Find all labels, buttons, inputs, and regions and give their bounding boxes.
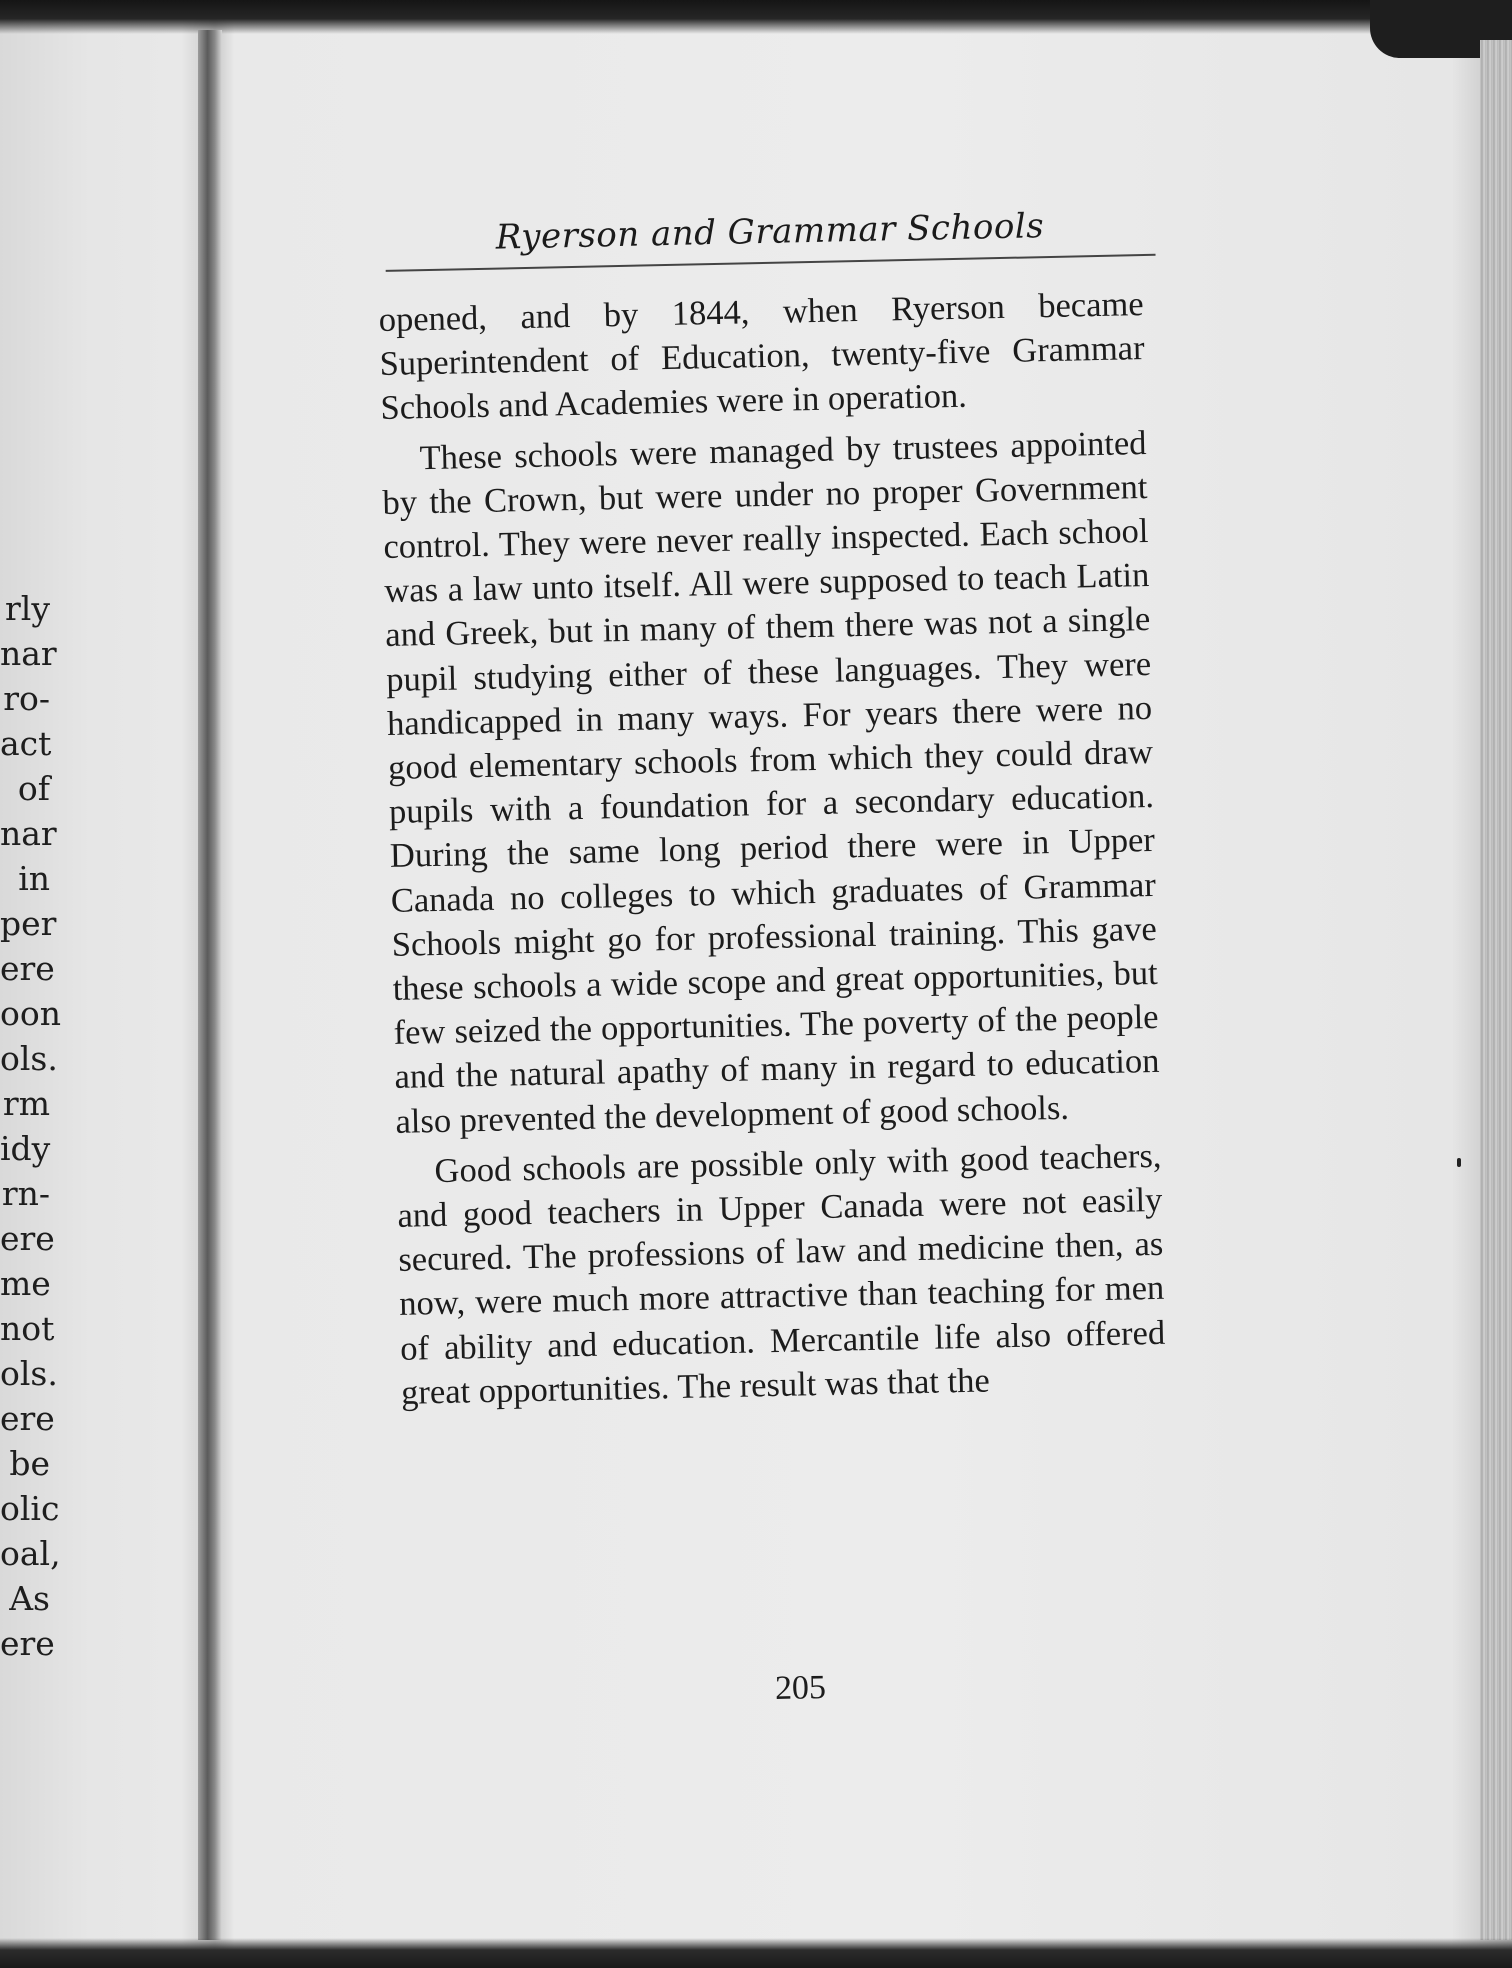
paragraph-1: opened, and by 1844, when Ryerson became Superintendent of Education, twenty-five Grammar Schools and Academies were in operation.	[378, 285, 1145, 428]
page-edges	[1480, 40, 1512, 1940]
left-page-fragment: ere	[0, 949, 55, 988]
left-page-fragment: ere	[0, 1624, 55, 1663]
bottom-shadow	[0, 1938, 1512, 1968]
left-page-fragment: ols.	[0, 1039, 58, 1078]
left-page-fragment: ols.	[0, 1354, 58, 1393]
left-page-fragment: oal,	[0, 1534, 61, 1573]
left-page-fragment: rn-	[1, 1174, 50, 1213]
left-page-fragment: not	[0, 1309, 55, 1348]
left-page-fragment: ro-	[3, 679, 50, 718]
left-page-fragment: ere	[0, 1399, 55, 1438]
left-page-fragment: of	[17, 769, 50, 808]
book-gutter	[198, 30, 222, 1940]
left-page-fragment: olic	[0, 1489, 60, 1528]
left-page-fragment: nar	[0, 634, 57, 673]
left-page-fragment: me	[0, 1264, 51, 1303]
page-number: 205	[774, 1668, 827, 1708]
left-page-fragment: nar	[0, 814, 57, 853]
left-page-fragment: idy	[0, 1129, 51, 1168]
left-page-margin-text	[0, 586, 61, 1666]
left-page-fragment: act	[0, 724, 52, 763]
left-page-fragment: ere	[0, 1219, 55, 1258]
left-page-fragment: rly	[5, 589, 50, 628]
body-text	[378, 282, 1166, 1421]
paragraph-2: These schools were managed by trustees appointed by the Crown, but were under no proper Government control. They were never really inspected. Each school was a law unto itself. All were supposed to teach Latin and Greek, but in many of them there was not a single pupil studying either of these languages. They were handicapped in many ways. For years there were no good elementary schools from which they could draw pupils with a foundation for a secondary education. During the same long period there were in Upper Canada no colleges to which graduates of Grammar Schools might go for professional training. This gave these schools a wide scope and great opportunities, but few seized the opportunities. The poverty of the people and the natural apathy of many in regard to education also prevented the development of good schools.	[382, 423, 1160, 1141]
left-page-fragment: As	[9, 1579, 50, 1618]
left-page-fragment: rm	[2, 1084, 50, 1123]
dust-speck	[1457, 1158, 1461, 1167]
right-page	[350, 0, 1191, 1968]
left-page-fragment: oon	[0, 994, 61, 1033]
left-page-fragment: per	[0, 904, 57, 943]
left-page-fragment: be	[9, 1444, 50, 1483]
running-head: Ryerson and Grammar Schools	[495, 206, 1045, 258]
left-page-fragment: in	[18, 859, 50, 898]
paragraph-3: Good schools are possible only with good teachers, and good teachers in Upper Canada were not easily secured. The professions of law and medicine then, as now, were much more attractive than teaching for men of ability and education. Mercantile life also offered great opportunities. The result was that the	[397, 1136, 1166, 1412]
